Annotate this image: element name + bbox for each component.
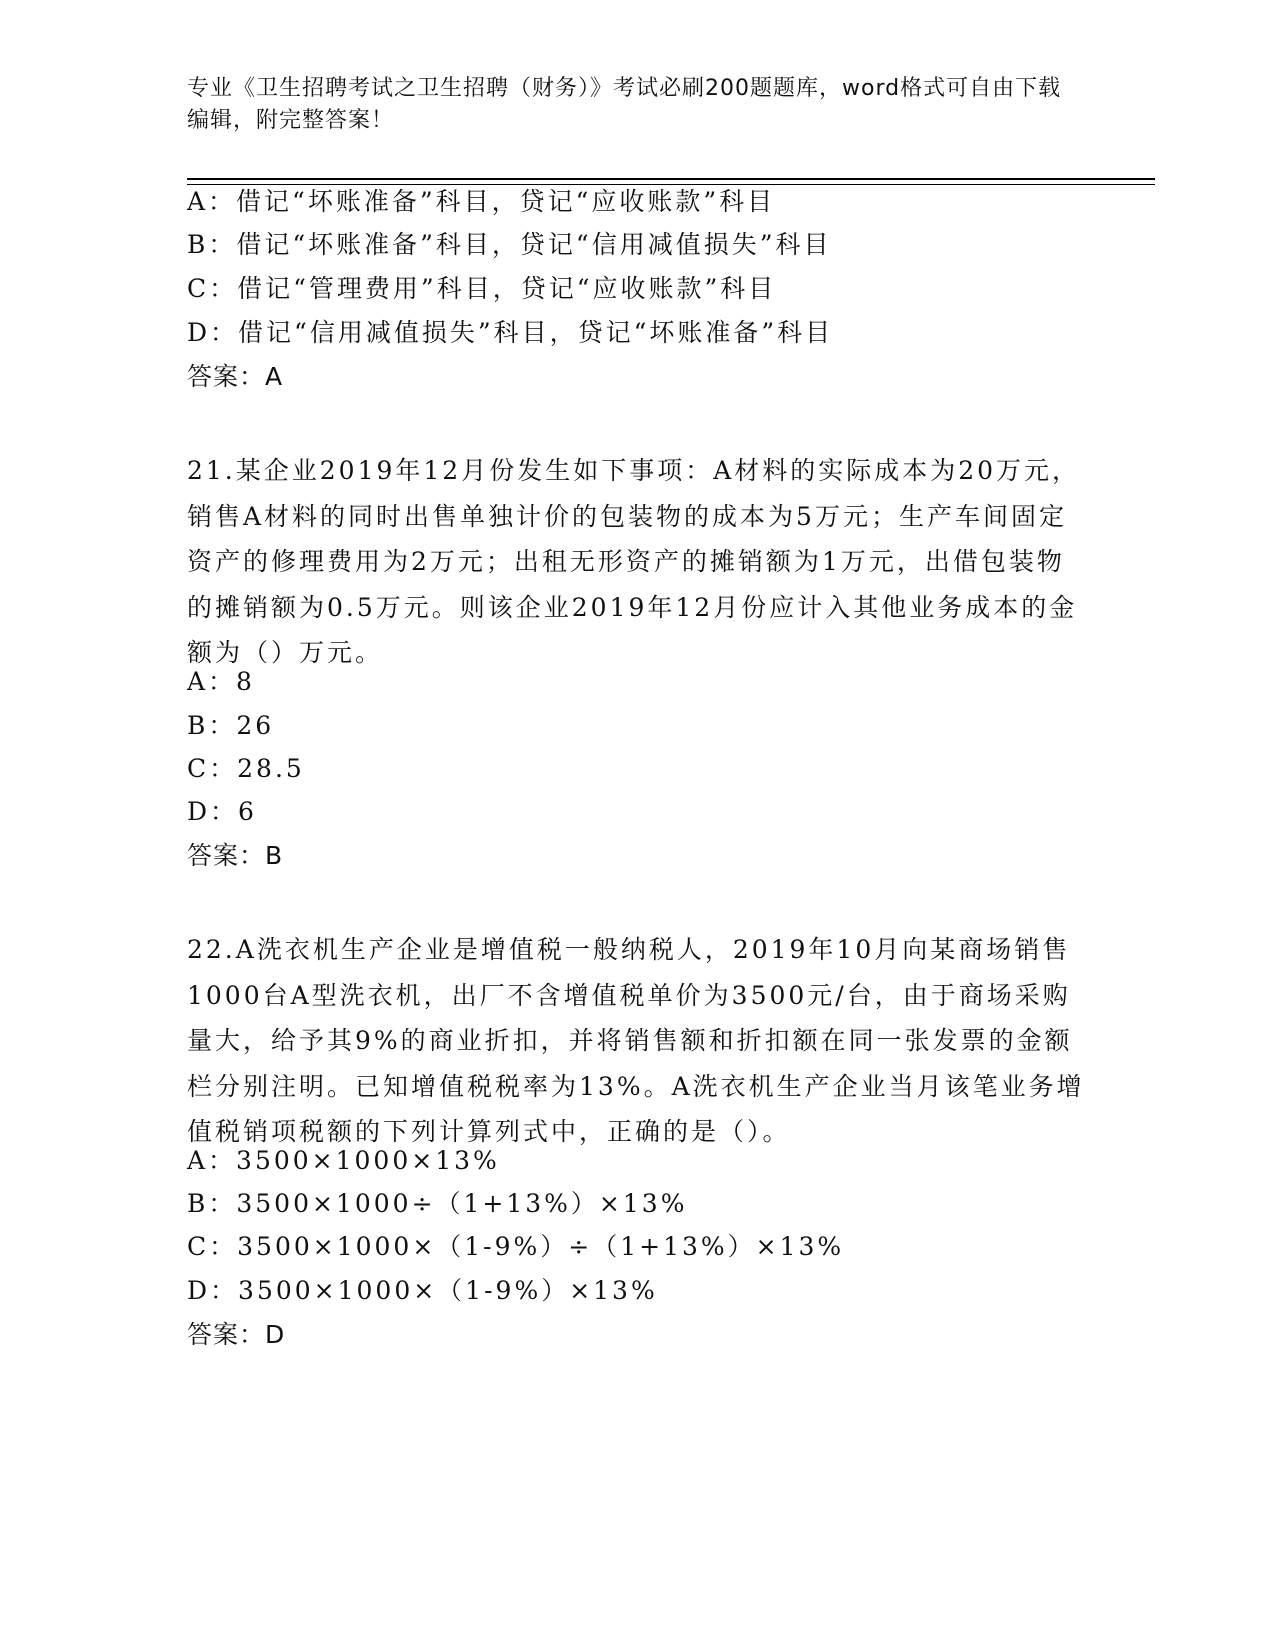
q22-option-b: B：3500×1000÷（1+13%）×13% [187, 1189, 688, 1218]
q22-option-d: D：3500×1000×（1-9%）×13% [187, 1276, 658, 1305]
q22-option-c: C：3500×1000×（1-9%）÷（1+13%）×13% [187, 1232, 845, 1261]
q20-option-b: B：借记“坏账准备”科目，贷记“信用减值损失”科目 [187, 230, 832, 259]
q22-option-a: A：3500×1000×13% [187, 1146, 500, 1175]
header-divider-thick [187, 178, 1155, 180]
q20-option-a: A：借记“坏账准备”科目，贷记“应收账款”科目 [187, 187, 776, 216]
q20-option-c: C：借记“管理费用”科目，贷记“应收账款”科目 [187, 274, 777, 303]
q21-answer: 答案：B [187, 841, 284, 870]
q21-option-c: C：28.5 [187, 754, 305, 783]
q22-stem: 22.A洗衣机生产企业是增值税一般纳税人，2019年10月向某商场销售1000台A型洗衣机，出厂不含增值税单价为3500元/台，由于商场采购量大，给予其9%的商业折扣，并将销售额和折扣额在同一张发票的金额栏分别注明。已知增值税税率为13%。A洗衣机生产企业当月该笔业务增值税销项税额的下列计算列式中，正确的是（）。 [187, 935, 1085, 1146]
q20-option-d: D：借记“信用减值损失”科目，贷记“坏账准备”科目 [187, 318, 834, 347]
q22-answer: 答案：D [187, 1320, 286, 1349]
q20-answer: 答案：A [187, 362, 284, 391]
q21-option-a: A：8 [187, 667, 255, 696]
q21-option-d: D：6 [187, 797, 257, 826]
document-header: 专业《卫生招聘考试之卫生招聘（财务）》考试必刷200题题库，word格式可自由下载编辑，附完整答案！ [187, 76, 1062, 133]
q21-option-b: B：26 [187, 711, 275, 740]
q21-stem: 21.某企业2019年12月份发生如下事项：A材料的实际成本为20万元，销售A材料的同时出售单独计价的包装物的成本为5万元；生产车间固定资产的修理费用为2万元；出租无形资产的摊销额为1万元，出借包装物的摊销额为0.5万元。则该企业2019年12月份应计入其他业务成本的金额为（）万元。 [187, 456, 1081, 667]
header-divider-thin [187, 184, 1155, 185]
